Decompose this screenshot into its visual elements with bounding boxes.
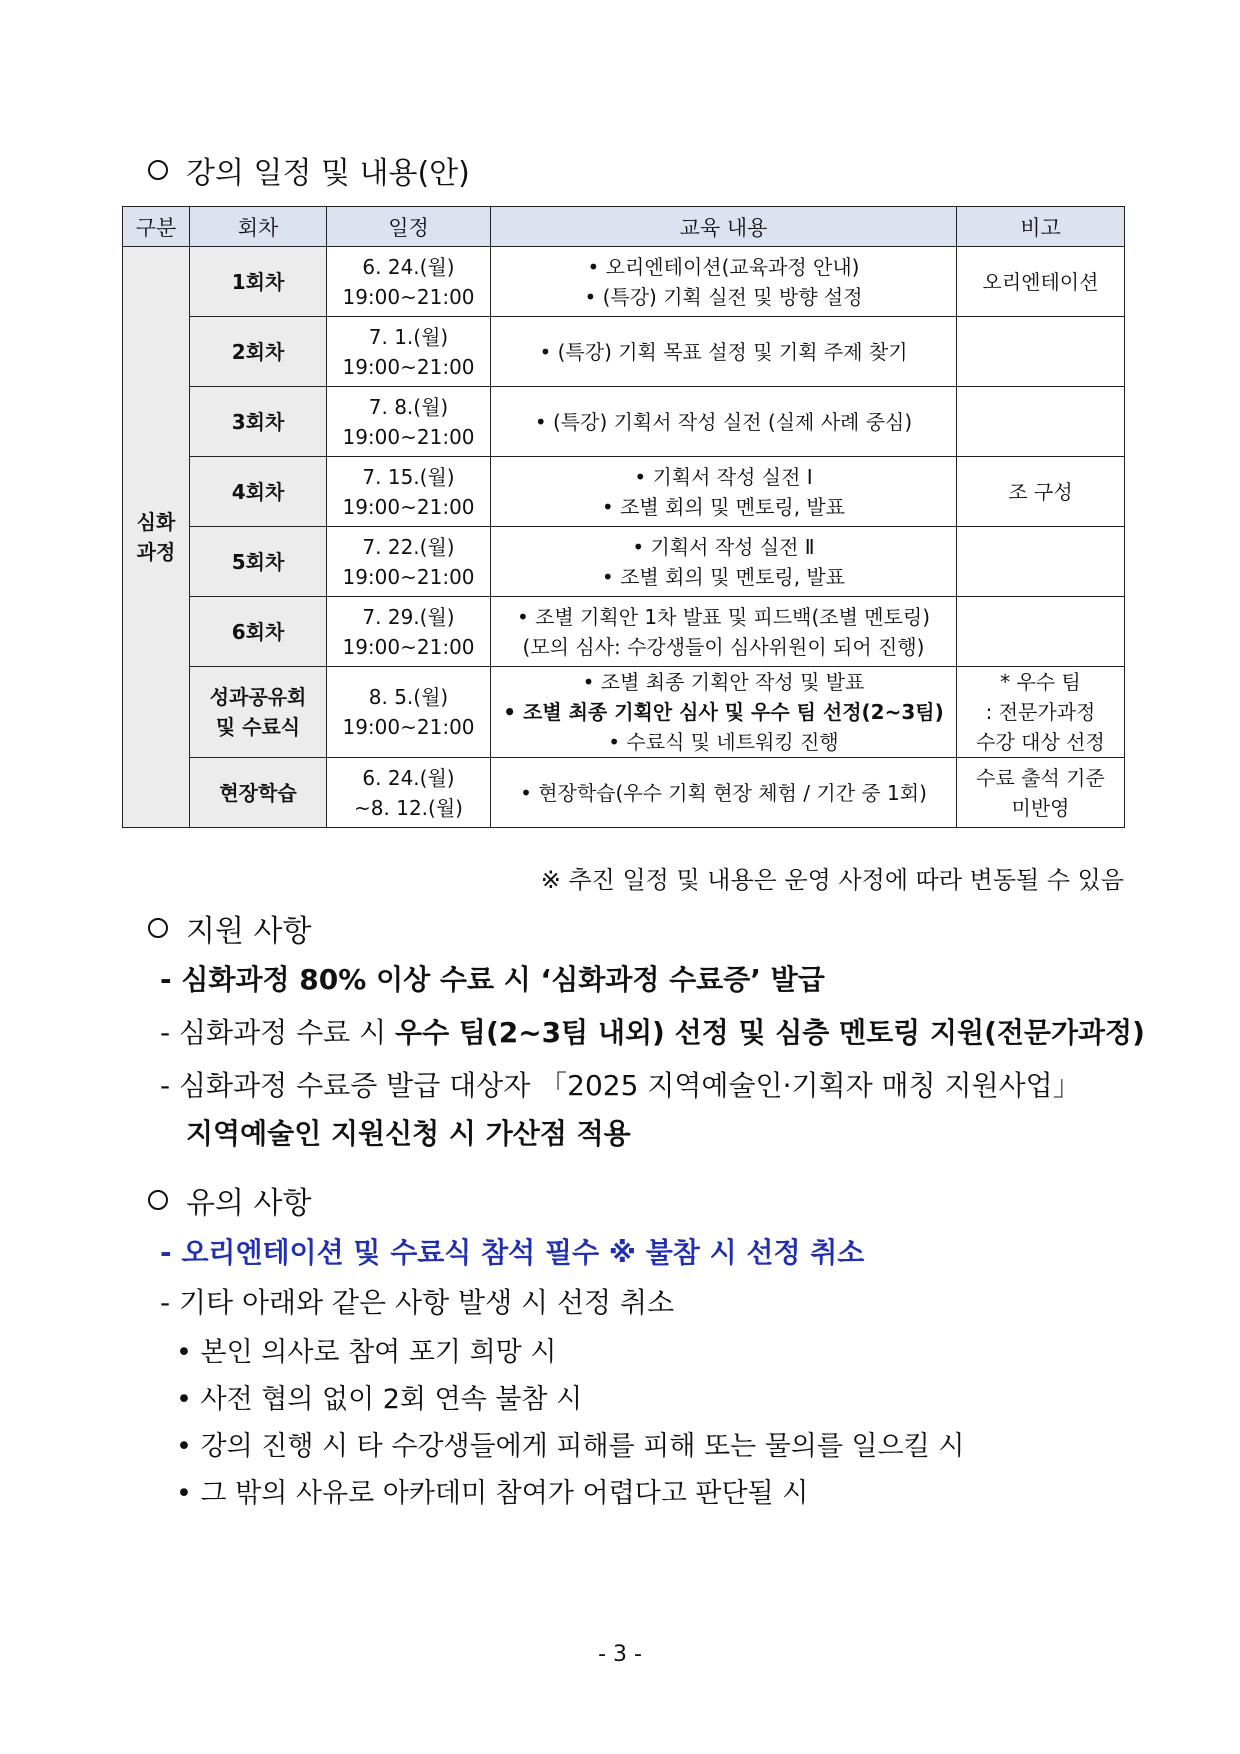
- content-cell: [491, 387, 957, 457]
- content-cell: [491, 317, 957, 387]
- content-line: • 조별 최종 기획안 심사 및 우수 팀 선정(2~3팀): [503, 700, 944, 724]
- date-cell: [327, 247, 491, 317]
- note-cell: [957, 247, 1125, 317]
- date-text: 7. 22.(월): [362, 534, 455, 559]
- time-text: 19:00~21:00: [342, 354, 475, 379]
- note-cell: [957, 317, 1125, 387]
- section-heading-schedule: [148, 148, 470, 192]
- content-line: • (특강) 기획 목표 설정 및 기획 주제 찾기: [539, 339, 908, 364]
- cell-text-line: 성과공유회: [209, 685, 307, 709]
- support-item-bonus-continued: 지역예술인 지원신청 시 가산점 적용: [186, 1117, 631, 1150]
- time-text: 19:00~21:00: [342, 424, 475, 449]
- schedule-footnote: ※ 추진 일정 및 내용은 운영 사정에 따라 변동될 수 있음: [540, 866, 1124, 894]
- notice-bullet: • 본인 의사로 참여 포기 희망 시: [176, 1337, 557, 1368]
- section-title: 강의 일정 및 내용(안): [186, 156, 470, 191]
- date-cell: [327, 527, 491, 597]
- cell-text-line: : 전문가과정: [985, 700, 1096, 724]
- table-row: [123, 758, 1125, 828]
- notice-bullet: • 그 밖의 사유로 아카데미 참여가 어렵다고 판단될 시: [176, 1478, 809, 1509]
- note-cell: [957, 527, 1125, 597]
- content-line: (모의 심사: 수강생들이 심사위원이 되어 진행): [522, 634, 925, 659]
- circle-bullet-icon: [148, 918, 168, 938]
- session-cell: [190, 317, 327, 387]
- session-cell: [190, 247, 327, 317]
- content-cell: [491, 758, 957, 828]
- time-text: 19:00~21:00: [342, 564, 475, 589]
- content-cell: [491, 247, 957, 317]
- content-cell: [491, 457, 957, 527]
- date-text: 7. 15.(월): [362, 464, 455, 489]
- support-item-mentoring: [160, 1011, 1145, 1051]
- cell-text-line: 심화: [136, 510, 176, 534]
- content-cell: [491, 597, 957, 667]
- time-text: 19:00~21:00: [342, 634, 475, 659]
- support-item-bold-text: 우수 팀(2~3팀 내외) 선정 및 심층 멘토링 지원(전문가과정): [395, 1016, 1145, 1049]
- cell-text-line: * 우수 팀: [1000, 670, 1081, 694]
- table-row: [123, 317, 1125, 387]
- time-text: 19:00~21:00: [342, 284, 475, 309]
- content-cell: [491, 527, 957, 597]
- content-line: • (특강) 기획 실전 및 방향 설정: [584, 284, 863, 309]
- date-text: 7. 8.(월): [368, 394, 449, 419]
- table-row: [123, 527, 1125, 597]
- note-cell: [957, 387, 1125, 457]
- content-line: • (특강) 기획서 작성 실전 (실제 사례 중심): [534, 409, 913, 434]
- cell-text-line: 오리엔테이션: [982, 269, 1099, 294]
- support-item-certificate: - 심화과정 80% 이상 수료 시 ‘심화과정 수료증’ 발급: [160, 963, 825, 996]
- content-cell: [491, 667, 957, 758]
- session-cell: [190, 457, 327, 527]
- session-cell: [190, 387, 327, 457]
- content-line: • 조별 최종 기획안 작성 및 발표: [582, 670, 865, 694]
- table-row: [123, 387, 1125, 457]
- cell-text-line: 3회차: [231, 409, 285, 434]
- header-date: 일정: [327, 207, 491, 247]
- cell-text-line: 현장학습: [219, 780, 297, 805]
- cell-text-line: 미반영: [1011, 795, 1070, 820]
- time-text: 19:00~21:00: [342, 494, 475, 519]
- cell-text-line: 4회차: [231, 479, 285, 504]
- note-cell: [957, 597, 1125, 667]
- content-line: • 수료식 및 네트워킹 진행: [608, 730, 839, 754]
- content-line: • 기획서 작성 실전 Ⅱ: [632, 534, 815, 559]
- section-title: 지원 사항: [186, 914, 312, 949]
- table-row: [123, 667, 1125, 758]
- header-content: 교육 내용: [491, 207, 957, 247]
- circle-bullet-icon: [148, 160, 168, 180]
- date-text: 6. 24.(월): [362, 254, 455, 279]
- notice-item-cancellation: - 기타 아래와 같은 사항 발생 시 선정 취소: [160, 1286, 675, 1319]
- support-item-bonus: - 심화과정 수료증 발급 대상자 「2025 지역예술인·기획자 매칭 지원사업」: [160, 1069, 1081, 1102]
- notice-bullet: • 강의 진행 시 타 수강생들에게 피해를 피해 또는 물의를 일으킬 시: [176, 1431, 965, 1462]
- notice-item-attendance: - 오리엔테이션 및 수료식 참석 필수 ※ 불참 시 선정 취소: [160, 1236, 865, 1269]
- cell-text-line: 과정: [136, 540, 176, 564]
- session-cell: [190, 667, 327, 758]
- date-cell: [327, 758, 491, 828]
- content-line: • 현장학습(우수 기획 현장 체험 / 기간 중 1회): [520, 780, 927, 805]
- content-line: • 조별 회의 및 멘토링, 발표: [601, 564, 846, 589]
- section-title: 유의 사항: [186, 1186, 312, 1221]
- date-cell: [327, 387, 491, 457]
- date-text: 6. 24.(월): [362, 765, 455, 790]
- support-item-text: - 심화과정 수료 시: [160, 1016, 396, 1049]
- schedule-table: [122, 206, 1125, 828]
- cell-text-line: 조 구성: [1008, 479, 1073, 504]
- time-text: ~8. 12.(월): [354, 795, 463, 820]
- content-line: • 조별 기획안 1차 발표 및 피드백(조별 멘토링): [516, 604, 931, 629]
- table-row: [123, 597, 1125, 667]
- time-text: 19:00~21:00: [342, 715, 475, 739]
- date-cell: [327, 667, 491, 758]
- cell-text-line: 수강 대상 선정: [976, 730, 1105, 754]
- date-cell: [327, 597, 491, 667]
- content-line: • 오리엔테이션(교육과정 안내): [587, 254, 860, 279]
- header-note: 비고: [957, 207, 1125, 247]
- page-number: - 3 -: [598, 1642, 642, 1667]
- cell-text-line: 수료 출석 기준: [976, 765, 1105, 790]
- category-cell: [123, 247, 190, 828]
- content-line: • 조별 회의 및 멘토링, 발표: [601, 494, 846, 519]
- cell-text-line: 2회차: [231, 339, 285, 364]
- section-heading-support: [148, 906, 311, 950]
- session-cell: [190, 758, 327, 828]
- date-text: 7. 29.(월): [362, 604, 455, 629]
- session-cell: [190, 527, 327, 597]
- circle-bullet-icon: [148, 1190, 168, 1210]
- table-row: [123, 457, 1125, 527]
- session-cell: [190, 597, 327, 667]
- cell-text-line: 및 수료식: [215, 715, 301, 739]
- note-cell: [957, 667, 1125, 758]
- note-cell: [957, 457, 1125, 527]
- date-text: 7. 1.(월): [368, 324, 449, 349]
- table-header-row: [123, 207, 1125, 247]
- date-text: 8. 5.(월): [368, 685, 449, 709]
- note-cell: [957, 758, 1125, 828]
- cell-text-line: 5회차: [231, 549, 285, 574]
- date-cell: [327, 457, 491, 527]
- section-heading-notice: [148, 1178, 311, 1222]
- cell-text-line: 6회차: [231, 619, 285, 644]
- notice-bullet: • 사전 협의 없이 2회 연속 불참 시: [176, 1384, 583, 1415]
- cell-text-line: 1회차: [231, 269, 285, 294]
- date-cell: [327, 317, 491, 387]
- header-session: 회차: [190, 207, 327, 247]
- header-category: 구분: [123, 207, 190, 247]
- table-row: [123, 247, 1125, 317]
- content-line: • 기획서 작성 실전 Ⅰ: [634, 464, 813, 489]
